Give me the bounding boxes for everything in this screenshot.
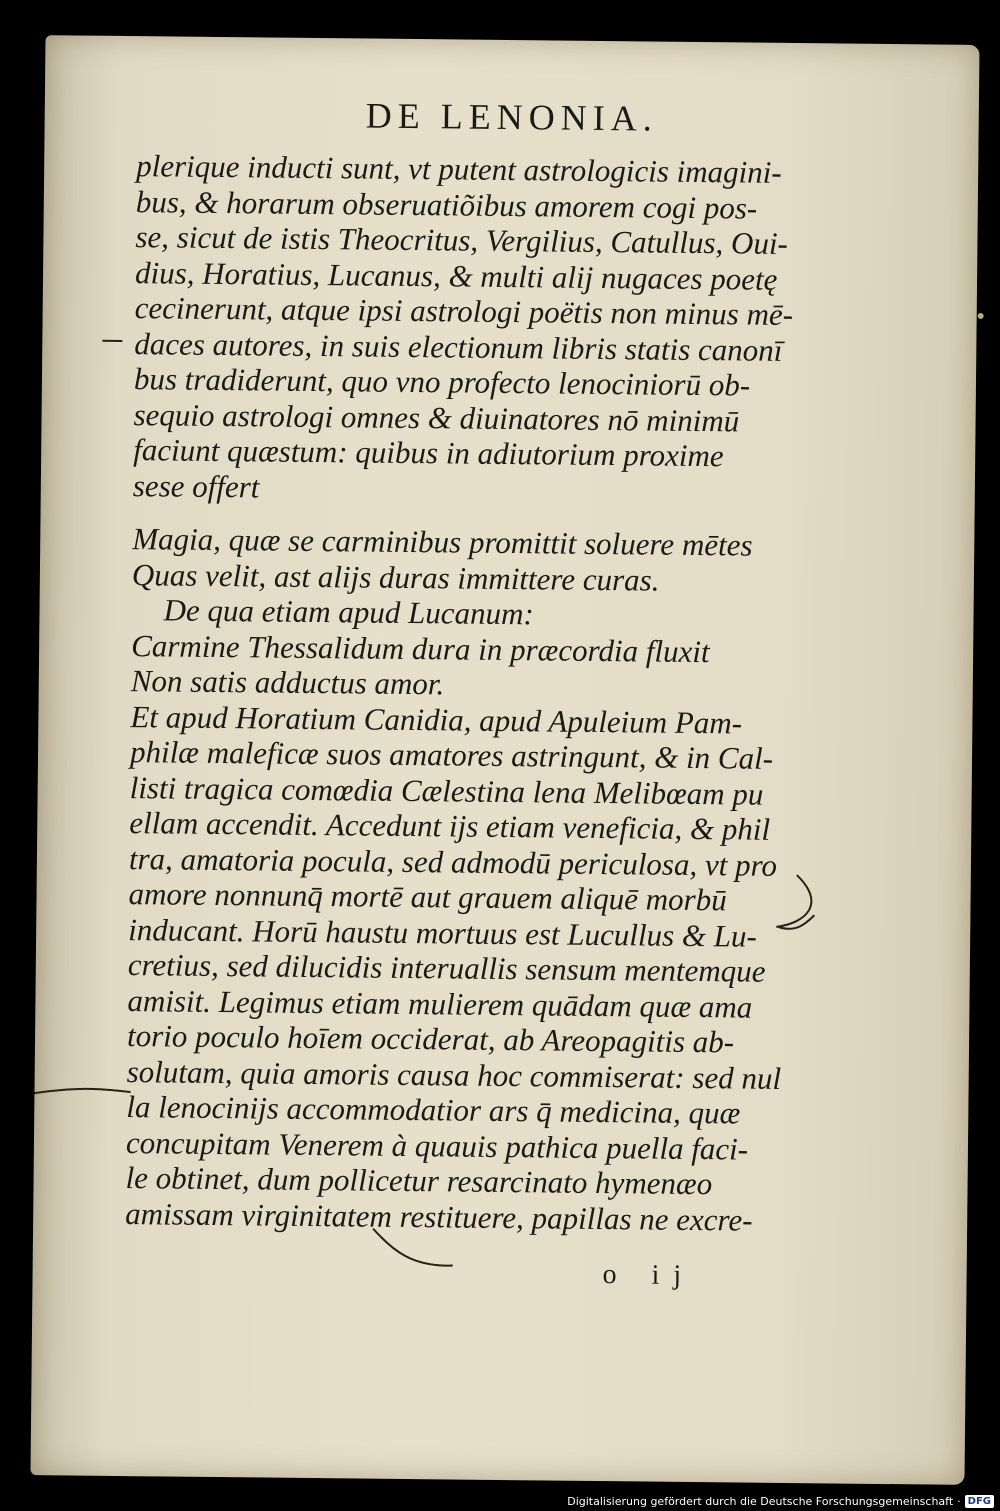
text-line-25: solutam, quia amoris causa hoc commiserat: sed nul — [126, 1053, 782, 1096]
book-page — [30, 35, 979, 1485]
text-line-21: inducant. Horū haustu mortuus est Lucullus & Lu- — [128, 911, 758, 954]
text-line-10: sese offert — [132, 467, 260, 504]
text-line-1: plerique inducti sunt, vt putent astrologicis imagini- — [136, 148, 782, 190]
text-line-22: cretius, sed dilucidis interuallis sensum mentemque — [127, 947, 766, 989]
text-line-16: philæ maleficæ suos amatores astringunt, & in Cal- — [129, 734, 774, 776]
text-line-18: ellam accendit. Accedunt ijs etiam veneficia, & phil — [129, 805, 771, 847]
text-line-6: daces autores, in suis electionum libris statis canonī — [134, 325, 783, 368]
text-line-28: le obtinet, dum pollicetur resarcinato hymenæo — [125, 1160, 713, 1202]
text-line-7: bus tradiderunt, quo vno profecto lenociniorū ob- — [133, 361, 751, 403]
text-line-3: se, sicut de istis Theocritus, Vergilius, Catullus, Oui- — [135, 219, 789, 261]
text-line-23: amisit. Legimus etiam mulierem quādam quæ ama — [127, 982, 753, 1025]
verse-line-3: Carmine Thessalidum dura in præcordia fluxit — [130, 627, 710, 669]
text-line-24: torio poculo hoīem occiderat, ab Areopagitis ab- — [126, 1018, 735, 1060]
body-text — [125, 148, 836, 1238]
text-line-29: amissam virginitatem restituere, papillas ne excre- — [125, 1195, 753, 1238]
footer-text: Digitalisierung gefördert durch die Deutsche Forschungsgemeinschaft — [567, 1495, 954, 1508]
verse-line-4: Non satis adductus amor. — [130, 663, 445, 702]
digitization-footer: Digitalisierung gefördert durch die Deutsche Forschungsgemeinschaft · DFG — [567, 1495, 994, 1508]
page-pinhole — [978, 313, 984, 319]
text-line-2: bus, & horarum obseruatiõibus amorem cogi pos- — [135, 183, 758, 226]
text-line-19: tra, amatoria pocula, sed admodū periculosa, vt pro — [128, 840, 778, 883]
text-line-26: la lenocinijs accommodatior ars q̄ medicina, quæ — [126, 1089, 741, 1131]
running-head: DE LENONIA. — [365, 95, 658, 139]
text-line-9: faciunt quæstum: quibus in adiutorium proxime — [133, 432, 724, 474]
text-line-lucan: De qua etiam apud Lucanum: — [163, 592, 534, 632]
verse-line-1: Magia, quæ se carminibus promittit soluere mētes — [132, 521, 753, 563]
signature-mark: o ij — [602, 1259, 696, 1292]
text-line-4: dius, Horatius, Lucanus, & multi alij nugaces poetę — [134, 254, 778, 297]
text-line-8: sequio astrologi omnes & diuinatores nō minimū — [133, 396, 740, 438]
text-line-27: concupitam Venerem à quauis pathica puella faci- — [125, 1124, 749, 1167]
text-line-5: cecinerunt, atque ipsi astrologi poëtis non minus mē- — [134, 290, 794, 332]
text-line-20: amore nonnunq̄ mortē aut grauem aliquē morbū — [128, 876, 727, 918]
dfg-logo: DFG — [965, 1495, 994, 1508]
text-line-17: listi tragica comœdia Cælestina lena Melibœam pu — [129, 769, 764, 812]
verse-line-2: Quas velit, ast alijs duras immittere curas. — [131, 556, 660, 598]
text-line-15: Et apud Horatium Canidia, apud Apuleium Pam- — [130, 698, 743, 740]
